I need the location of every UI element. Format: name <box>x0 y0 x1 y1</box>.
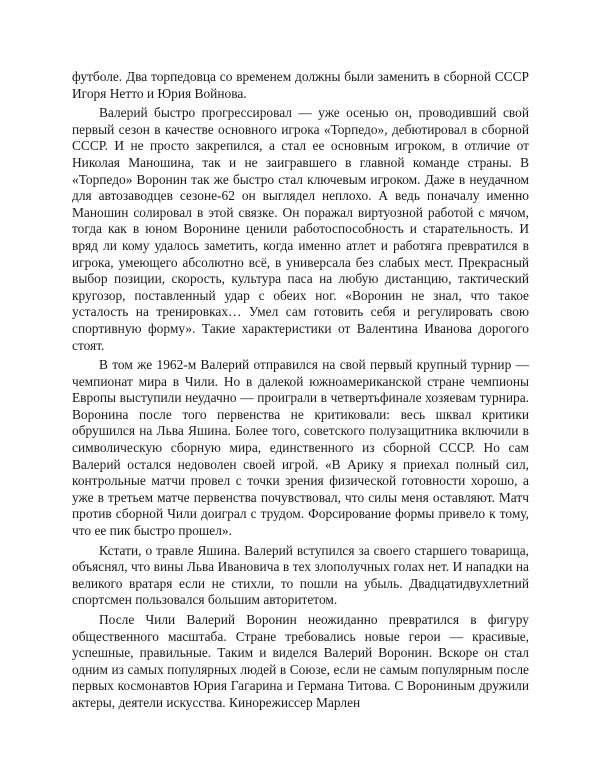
paragraph-progress: Валерий быстро прогрессировал — уже осенью он, проводивший свой первый сезон в качестве основного игрока «Торпедо», дебютировал в сборной СССР. И не просто закрепился, а стал ее основным игроком, в отличие от Николая Маношина, так и не заигравшего в главной команде страны. В «Торпедо» Воронин так же быстро стал ключевым игроком. Даже в неудачном для автозаводцев сезоне-62 он выглядел неплохо. А ведь поначалу именно Маношин солировал в этой связке. Он поражал виртуозной работой с мячом, тогда как в юном Воронине ценили работоспособность и старательность. И вряд ли кому удалось заметить, когда именно атлет и работяга превратился в игрока, умеющего абсолютно всё, в универсала без слабых мест. Прекрасный выбор позиции, скорость, культура паса на любую дистанцию, тактический кругозор, поставленный удар с обеих ног. «Воронин не знал, что такое усталость на тренировках… Умел сам готовить себя и регулировать свою спортивную форму». Такие характеристики от Валентина Иванова дорогого стоят. <box>72 105 529 353</box>
paragraph-continuation: футболе. Два торпедовца со временем должны были заменить в сборной СССР Игоря Нетто и Юрия Войнова. <box>72 69 529 101</box>
document-page <box>72 69 529 715</box>
paragraph-world-cup: В том же 1962-м Валерий отправился на свой первый крупный турнир — чемпионат мира в Чили. Но в далекой южноамериканской стране чемпионы Европы выступили неудачно — проиграли в четвертьфинале хозяевам турнира. Воронина после того первенства не критиковали: весь шквал критики обрушился на Льва Яшина. Более того, советского полузащитника включили в символическую сборную мира, единственного из сборной СССР. Но сам Валерий остался недоволен своей игрой. «В Арику я приехал полный сил, контрольные матчи провел с точки зрения физической готовности хорошо, а уже в третьем матче первенства почувствовал, что силы меня оставляют. Матч против сборной Чили доиграл с трудом. Форсирование формы привело к тому, что ее пик быстро прошел». <box>72 357 529 539</box>
paragraph-after-chile: После Чили Валерий Воронин неожиданно превратился в фигуру общественного масштаба. Стране требовались новые герои — красивые, успешные, правильные. Таким и виделся Валерий Воронин. Вскоре он стал одним из самых популярных людей в Союзе, если не самым популярным после первых космонавтов Юрия Гагарина и Германа Титова. С Ворониным дружили актеры, деятели искусства. Кинорежиссер Марлен <box>72 612 529 710</box>
paragraph-yashin: Кстати, о травле Яшина. Валерий вступился за своего старшего товарища, объяснял, что вины Льва Ивановича в тех злополучных голах нет. И нападки на великого вратаря если не стихли, то пошли на убыль. Двадцатидвухлетний спортсмен пользовался большим авторитетом. <box>72 542 529 608</box>
